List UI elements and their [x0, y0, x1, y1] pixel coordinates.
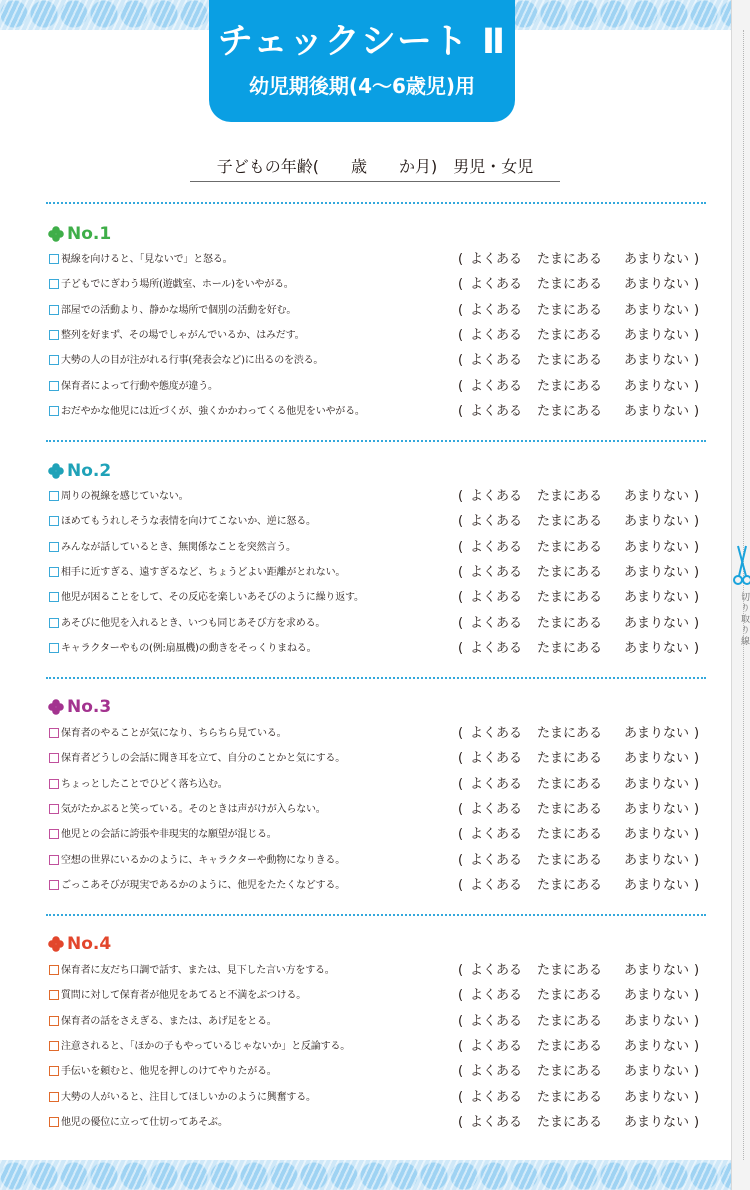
option-sometimes[interactable]: たまにある — [537, 776, 603, 792]
section-divider — [46, 677, 706, 679]
paren-open: ( — [458, 539, 464, 555]
checklist-item — [46, 774, 710, 798]
option-sometimes[interactable]: たまにある — [537, 514, 603, 530]
option-sometimes[interactable]: たまにある — [537, 1038, 603, 1054]
option-sometimes[interactable]: たまにある — [537, 353, 603, 369]
option-rarely[interactable]: あまりない — [624, 1114, 690, 1130]
item-checkbox[interactable] — [49, 880, 59, 890]
checklist-item — [46, 1011, 710, 1035]
item-checkbox[interactable] — [49, 592, 59, 602]
paren-close: ) — [694, 640, 700, 656]
item-text: 保育者によって行動や態度が違う。 — [61, 380, 218, 392]
paren-open: ( — [458, 403, 464, 419]
page-title: チェックシート Ⅱ — [217, 22, 507, 62]
item-text: 大勢の人の目が注がれる行事(発表会など)に出るのを渋る。 — [61, 355, 324, 367]
checklist-item — [46, 537, 710, 561]
item-checkbox[interactable] — [49, 491, 59, 501]
paren-open: ( — [458, 1038, 464, 1054]
option-often[interactable]: よくある — [470, 1089, 523, 1105]
paren-close: ) — [694, 277, 700, 293]
section-title: No.4 — [67, 934, 112, 954]
option-rarely[interactable]: あまりない — [624, 726, 690, 741]
item-checkbox[interactable] — [49, 406, 59, 416]
option-often[interactable]: よくある — [470, 489, 523, 504]
item-checkbox[interactable] — [49, 516, 59, 526]
item-checkbox[interactable] — [49, 965, 59, 975]
paren-close: ) — [694, 1013, 700, 1029]
option-often[interactable]: よくある — [470, 590, 523, 606]
cut-label: 切り取り線 — [739, 592, 749, 647]
title-tab — [209, 0, 515, 122]
checklist-item — [46, 875, 710, 899]
option-rarely[interactable]: あまりない — [624, 489, 690, 504]
paren-close: ) — [694, 988, 700, 1004]
paren-open: ( — [458, 378, 464, 394]
paren-open: ( — [458, 1064, 464, 1080]
option-sometimes[interactable]: たまにある — [537, 726, 603, 741]
option-often[interactable]: よくある — [470, 539, 523, 555]
item-checkbox[interactable] — [49, 1041, 59, 1051]
item-text: 質問に対して保育者が他児をあてると不満をぶつける。 — [61, 990, 306, 1002]
item-checkbox[interactable] — [49, 753, 59, 763]
paren-close: ) — [694, 514, 700, 530]
paren-close: ) — [694, 403, 700, 419]
option-sometimes[interactable]: たまにある — [537, 640, 603, 656]
option-rarely[interactable]: あまりない — [624, 564, 690, 580]
item-checkbox[interactable] — [49, 855, 59, 865]
option-sometimes[interactable]: たまにある — [537, 963, 603, 978]
option-rarely[interactable]: あまりない — [624, 1089, 690, 1105]
option-often[interactable]: よくある — [470, 751, 523, 767]
option-often[interactable]: よくある — [470, 852, 523, 868]
item-checkbox[interactable] — [49, 254, 59, 264]
checklist-item — [46, 638, 710, 662]
paren-open: ( — [458, 877, 464, 893]
item-checkbox[interactable] — [49, 829, 59, 839]
checklist-item — [46, 1087, 710, 1111]
option-sometimes[interactable]: たまにある — [537, 1089, 603, 1105]
paren-open: ( — [458, 751, 464, 767]
checklist-item — [46, 274, 710, 298]
item-checkbox[interactable] — [49, 1016, 59, 1026]
option-sometimes[interactable]: たまにある — [537, 615, 603, 631]
paren-open: ( — [458, 852, 464, 868]
option-often[interactable]: よくある — [470, 277, 523, 293]
section-heading — [48, 695, 111, 719]
section-divider — [46, 440, 706, 442]
section-heading — [48, 459, 111, 483]
option-rarely[interactable]: あまりない — [624, 590, 690, 606]
item-text: 整列を好まず、その場でしゃがんでいるか、はみだす。 — [61, 329, 305, 341]
option-sometimes[interactable]: たまにある — [537, 1064, 603, 1080]
option-rarely[interactable]: あまりない — [624, 277, 690, 293]
option-often[interactable]: よくある — [470, 776, 523, 792]
paren-close: ) — [694, 1114, 700, 1130]
option-sometimes[interactable]: たまにある — [537, 564, 603, 580]
option-rarely[interactable]: あまりない — [624, 514, 690, 530]
option-rarely[interactable]: あまりない — [624, 1038, 690, 1054]
option-sometimes[interactable]: たまにある — [537, 378, 603, 394]
bottom-decorative-band — [0, 1160, 750, 1190]
checklist-item — [46, 401, 710, 425]
paren-open: ( — [458, 590, 464, 606]
option-often[interactable]: よくある — [470, 564, 523, 580]
section-title: No.3 — [67, 697, 112, 717]
item-text: 部屋での活動より、静かな場所で個別の活動を好む。 — [61, 304, 297, 316]
option-rarely[interactable]: あまりない — [624, 640, 690, 656]
paren-open: ( — [458, 963, 464, 978]
option-rarely[interactable]: あまりない — [624, 963, 690, 978]
option-often[interactable]: よくある — [470, 1013, 523, 1029]
checklist-item — [46, 985, 710, 1009]
paren-open: ( — [458, 615, 464, 631]
scissors-icon — [732, 543, 750, 587]
paren-open: ( — [458, 302, 464, 318]
clover-icon — [48, 699, 64, 715]
item-text: 注意されると、「ほかの子もやっているじゃないか」と反論する。 — [61, 1040, 350, 1052]
paren-open: ( — [458, 726, 464, 741]
paren-open: ( — [458, 801, 464, 817]
option-often[interactable]: よくある — [470, 302, 523, 318]
paren-close: ) — [694, 489, 700, 504]
item-text: 視線を向けると、「見ないで」と怒る。 — [61, 254, 233, 265]
paren-close: ) — [694, 252, 700, 267]
item-checkbox[interactable] — [49, 330, 59, 340]
option-rarely[interactable]: あまりない — [624, 776, 690, 792]
section-title: No.1 — [67, 224, 112, 244]
item-text: 保育者のやることが気になり、ちらちら見ている。 — [61, 728, 287, 739]
option-rarely[interactable]: あまりない — [624, 327, 690, 343]
section-title: No.2 — [67, 461, 112, 481]
option-sometimes[interactable]: たまにある — [537, 403, 603, 419]
item-checkbox[interactable] — [49, 804, 59, 814]
item-text: ほめてもうれしそうな表情を向けてこないか、逆に怒る。 — [61, 516, 316, 528]
checklist-item — [46, 613, 710, 637]
item-checkbox[interactable] — [49, 279, 59, 289]
paren-close: ) — [694, 378, 700, 394]
age-field-line: 子どもの年齢( 歳 か月) 男児・女児 — [190, 153, 560, 182]
paren-close: ) — [694, 801, 700, 817]
paren-open: ( — [458, 353, 464, 369]
paren-open: ( — [458, 1114, 464, 1130]
option-often[interactable]: よくある — [470, 1064, 523, 1080]
option-rarely[interactable]: あまりない — [624, 539, 690, 555]
option-sometimes[interactable]: たまにある — [537, 852, 603, 868]
option-often[interactable]: よくある — [470, 1038, 523, 1054]
option-sometimes[interactable]: たまにある — [537, 751, 603, 767]
paren-close: ) — [694, 539, 700, 555]
item-text: 保育者どうしの会話に聞き耳を立て、自分のことかと気にする。 — [61, 753, 345, 765]
item-text: ちょっとしたことでひどく落ち込む。 — [61, 778, 228, 790]
option-rarely[interactable]: あまりない — [624, 302, 690, 318]
item-checkbox[interactable] — [49, 779, 59, 789]
item-text: おだやかな他児には近づくが、強くかかわってくる他児をいやがる。 — [61, 405, 365, 417]
checklist-item — [46, 748, 710, 772]
paren-open: ( — [458, 1089, 464, 1105]
paren-open: ( — [458, 827, 464, 843]
option-often[interactable]: よくある — [470, 1114, 523, 1130]
option-often[interactable]: よくある — [470, 963, 523, 978]
option-often[interactable]: よくある — [470, 877, 523, 893]
option-sometimes[interactable]: たまにある — [537, 539, 603, 555]
item-text: キャラクターやもの(例:扇風機)の動きをそっくりまねる。 — [61, 642, 317, 654]
checklist-item — [46, 511, 710, 535]
item-text: 他児の優位に立って仕切ってあそぶ。 — [61, 1116, 228, 1128]
page-subtitle: 幼児期後期(4〜6歳児)用 — [248, 74, 476, 98]
checklist-item — [46, 562, 710, 586]
item-text: みんなが話しているとき、無関係なことを突然言う。 — [61, 541, 296, 553]
item-checkbox[interactable] — [49, 1092, 59, 1102]
option-sometimes[interactable]: たまにある — [537, 302, 603, 318]
option-often[interactable]: よくある — [470, 327, 523, 343]
checklist-item — [46, 824, 710, 848]
clover-icon — [48, 936, 64, 952]
paren-open: ( — [458, 489, 464, 504]
checklist-item — [46, 1061, 710, 1085]
checklist-item — [46, 1036, 710, 1060]
option-rarely[interactable]: あまりない — [624, 877, 690, 893]
option-often[interactable]: よくある — [470, 827, 523, 843]
item-checkbox[interactable] — [49, 643, 59, 653]
item-text: 気がたかぶると笑っている。そのときは声がけが入らない。 — [61, 803, 326, 815]
paren-close: ) — [694, 615, 700, 631]
checklist-item — [46, 376, 710, 400]
item-checkbox[interactable] — [49, 542, 59, 552]
paren-open: ( — [458, 564, 464, 580]
paren-open: ( — [458, 514, 464, 530]
section-divider — [46, 202, 706, 204]
section-divider — [46, 914, 706, 916]
paren-close: ) — [694, 776, 700, 792]
option-often[interactable]: よくある — [470, 726, 523, 741]
paren-close: ) — [694, 751, 700, 767]
item-text: 手伝いを頼むと、他児を押しのけてやりたがる。 — [61, 1066, 277, 1078]
option-rarely[interactable]: あまりない — [624, 751, 690, 767]
paren-open: ( — [458, 277, 464, 293]
option-sometimes[interactable]: たまにある — [537, 988, 603, 1004]
option-often[interactable]: よくある — [470, 378, 523, 394]
item-text: 相手に近すぎる、遠すぎるなど、ちょうどよい距離がとれない。 — [61, 566, 346, 578]
item-text: あそびに他児を入れるとき、いつも同じあそび方を求める。 — [61, 617, 326, 629]
paren-close: ) — [694, 877, 700, 893]
option-rarely[interactable]: あまりない — [624, 1064, 690, 1080]
checklist-item — [46, 799, 710, 823]
checklist-item — [46, 486, 710, 510]
checklist-item — [46, 1112, 710, 1136]
paren-open: ( — [458, 640, 464, 656]
item-text: ごっこあそびが現実であるかのように、他児をたたくなどする。 — [61, 879, 345, 891]
checklist-item — [46, 723, 710, 747]
option-rarely[interactable]: あまりない — [624, 827, 690, 843]
item-checkbox[interactable] — [49, 990, 59, 1000]
item-text: 他児が困ることをして、その反応を楽しいあそびのように繰り返す。 — [61, 592, 364, 604]
option-rarely[interactable]: あまりない — [624, 988, 690, 1004]
checklist-item — [46, 249, 710, 273]
paren-close: ) — [694, 1038, 700, 1054]
option-rarely[interactable]: あまりない — [624, 252, 690, 267]
option-sometimes[interactable]: たまにある — [537, 327, 603, 343]
clover-icon — [48, 226, 64, 242]
paren-close: ) — [694, 353, 700, 369]
paren-close: ) — [694, 963, 700, 978]
paren-open: ( — [458, 1013, 464, 1029]
paren-close: ) — [694, 302, 700, 318]
item-checkbox[interactable] — [49, 728, 59, 738]
option-sometimes[interactable]: たまにある — [537, 489, 603, 504]
paren-open: ( — [458, 988, 464, 1004]
option-rarely[interactable]: あまりない — [624, 852, 690, 868]
option-sometimes[interactable]: たまにある — [537, 827, 603, 843]
option-often[interactable]: よくある — [470, 615, 523, 631]
paren-close: ) — [694, 852, 700, 868]
paren-open: ( — [458, 776, 464, 792]
option-sometimes[interactable]: たまにある — [537, 801, 603, 817]
section-heading — [48, 932, 111, 956]
option-often[interactable]: よくある — [470, 353, 523, 369]
option-often[interactable]: よくある — [470, 640, 523, 656]
option-often[interactable]: よくある — [470, 988, 523, 1004]
checklist-item — [46, 587, 710, 611]
item-checkbox[interactable] — [49, 1117, 59, 1127]
paren-open: ( — [458, 327, 464, 343]
option-sometimes[interactable]: たまにある — [537, 252, 603, 267]
option-often[interactable]: よくある — [470, 252, 523, 267]
option-sometimes[interactable]: たまにある — [537, 1114, 603, 1130]
option-often[interactable]: よくある — [470, 801, 523, 817]
option-rarely[interactable]: あまりない — [624, 378, 690, 394]
item-checkbox[interactable] — [49, 355, 59, 365]
item-text: 保育者に友だち口調で話す、または、見下した言い方をする。 — [61, 965, 335, 976]
item-text: 周りの視線を感じていない。 — [61, 491, 189, 502]
item-checkbox[interactable] — [49, 381, 59, 391]
item-text: 空想の世界にいるかのように、キャラクターや動物になりきる。 — [61, 854, 345, 866]
option-often[interactable]: よくある — [470, 514, 523, 530]
paren-close: ) — [694, 1089, 700, 1105]
paren-close: ) — [694, 726, 700, 741]
item-text: 大勢の人がいると、注目してほしいかのように興奮する。 — [61, 1091, 316, 1103]
paren-close: ) — [694, 827, 700, 843]
option-sometimes[interactable]: たまにある — [537, 1013, 603, 1029]
item-text: 保育者の話をさえぎる、または、あげ足をとる。 — [61, 1015, 277, 1027]
option-rarely[interactable]: あまりない — [624, 801, 690, 817]
section-heading — [48, 222, 111, 246]
paren-close: ) — [694, 327, 700, 343]
option-often[interactable]: よくある — [470, 403, 523, 419]
option-sometimes[interactable]: たまにある — [537, 877, 603, 893]
paren-close: ) — [694, 590, 700, 606]
item-checkbox[interactable] — [49, 1066, 59, 1076]
option-rarely[interactable]: あまりない — [624, 1013, 690, 1029]
item-checkbox[interactable] — [49, 567, 59, 577]
checklist-item — [46, 350, 710, 374]
option-rarely[interactable]: あまりない — [624, 353, 690, 369]
item-checkbox[interactable] — [49, 305, 59, 315]
option-sometimes[interactable]: たまにある — [537, 277, 603, 293]
option-sometimes[interactable]: たまにある — [537, 590, 603, 606]
checklist-item — [46, 325, 710, 349]
item-text: 子どもでにぎわう場所(遊戯室、ホール)をいやがる。 — [61, 279, 294, 291]
paren-open: ( — [458, 252, 464, 267]
item-checkbox[interactable] — [49, 618, 59, 628]
paren-close: ) — [694, 564, 700, 580]
option-rarely[interactable]: あまりない — [624, 403, 690, 419]
clover-icon — [48, 463, 64, 479]
item-text: 他児との会話に誇張や非現実的な願望が混じる。 — [61, 829, 277, 841]
checklist-item — [46, 850, 710, 874]
paren-close: ) — [694, 1064, 700, 1080]
option-rarely[interactable]: あまりない — [624, 615, 690, 631]
checklist-item — [46, 300, 710, 324]
checklist-item — [46, 960, 710, 984]
